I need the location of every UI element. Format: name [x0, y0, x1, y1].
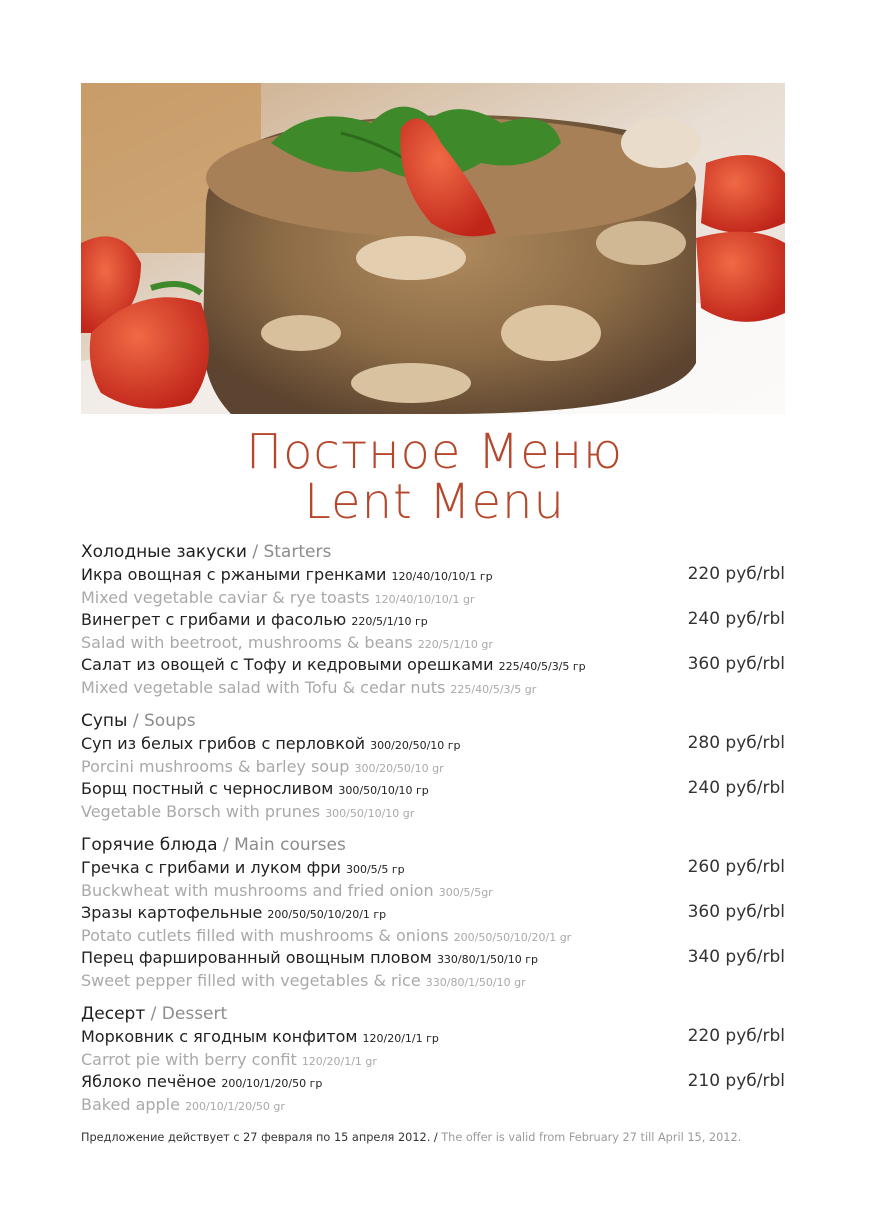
- section-name-ru: Горячие блюда: [81, 835, 218, 855]
- item-price: 220 руб/rbl: [687, 1026, 785, 1046]
- section-soups: [81, 709, 785, 823]
- menu-item: [81, 654, 785, 699]
- item-weight-en: 120/20/1/1 gr: [301, 1055, 377, 1068]
- section-name-en: Dessert: [161, 1004, 228, 1024]
- menu-item: [81, 778, 785, 823]
- item-name-en: Carrot pie with berry confit: [81, 1050, 297, 1069]
- footer-en: The offer is valid from February 27 till April 15, 2012.: [441, 1131, 742, 1144]
- item-name-en: Buckwheat with mushrooms and fried onion: [81, 881, 434, 900]
- item-name-ru: Перец фаршированный овощным пловом: [81, 948, 432, 967]
- item-name-ru: Винегрет с грибами и фасолью: [81, 610, 347, 629]
- item-weight-ru: 200/10/1/20/50 гр: [221, 1077, 323, 1090]
- item-name-en: Mixed vegetable caviar & rye toasts: [81, 588, 370, 607]
- item-weight-en: 300/5/5gr: [438, 886, 493, 899]
- item-weight-ru: 300/20/50/10 гр: [370, 739, 461, 752]
- section-main-courses: [81, 833, 785, 992]
- section-heading: [81, 540, 785, 564]
- item-weight-en: 200/10/1/20/50 gr: [185, 1100, 285, 1113]
- item-name-en: Porcini mushrooms & barley soup: [81, 757, 350, 776]
- menu-item: [81, 902, 785, 947]
- menu-item: [81, 857, 785, 902]
- menu-item: [81, 564, 785, 609]
- item-weight-en: 200/50/50/10/20/1 gr: [453, 931, 572, 944]
- menu-item: [81, 947, 785, 992]
- menu-title-ru: Постное Меню: [245, 424, 624, 480]
- item-weight-ru: 330/80/1/50/10 гр: [436, 953, 539, 966]
- item-name-ru: Борщ постный с черносливом: [81, 779, 334, 798]
- section-name-en: Main courses: [234, 835, 346, 855]
- item-weight-en: 300/20/50/10 gr: [354, 762, 444, 775]
- section-name-ru: Десерт: [81, 1004, 146, 1024]
- item-price: 260 руб/rbl: [687, 857, 785, 877]
- item-name-ru: Зразы картофельные: [81, 903, 263, 922]
- section-heading: [81, 709, 785, 733]
- item-name-ru: Морковник с ягодным конфитом: [81, 1027, 358, 1046]
- item-name-ru: Гречка с грибами и луком фри: [81, 858, 341, 877]
- item-weight-en: 300/50/10/10 gr: [325, 807, 415, 820]
- item-name-en: Mixed vegetable salad with Tofu & cedar nuts: [81, 678, 446, 697]
- item-name-en: Salad with beetroot, mushrooms & beans: [81, 633, 413, 652]
- menu-item: [81, 1071, 785, 1116]
- item-price: 360 руб/rbl: [687, 654, 785, 674]
- menu-item: [81, 1026, 785, 1071]
- menu-item: [81, 609, 785, 654]
- item-price: 340 руб/rbl: [687, 947, 785, 967]
- section-heading: [81, 833, 785, 857]
- item-name-ru: Суп из белых грибов с перловкой: [81, 734, 366, 753]
- item-weight-en: 120/40/10/10/1 gr: [374, 593, 475, 606]
- menu-title-en: Lent Menu: [304, 474, 565, 530]
- section-name-ru: Холодные закуски: [81, 542, 247, 562]
- section-name-ru: Супы: [81, 711, 128, 731]
- item-name-en: Potato cutlets filled with mushrooms & onions: [81, 926, 449, 945]
- section-separator: /: [145, 1004, 162, 1024]
- item-weight-en: 330/80/1/50/10 gr: [425, 976, 526, 989]
- item-weight-ru: 120/20/1/1 гр: [362, 1032, 439, 1045]
- section-heading: [81, 1002, 785, 1026]
- item-weight-en: 225/40/5/3/5 gr: [450, 683, 537, 696]
- item-price: 280 руб/rbl: [687, 733, 785, 753]
- item-name-ru: Салат из овощей с Тофу и кедровыми орешками: [81, 655, 494, 674]
- item-weight-ru: 200/50/50/10/20/1 гр: [267, 908, 387, 921]
- item-price: 360 руб/rbl: [687, 902, 785, 922]
- item-price: 220 руб/rbl: [687, 564, 785, 584]
- item-weight-en: 220/5/1/10 gr: [417, 638, 493, 651]
- section-separator: /: [127, 711, 145, 731]
- section-starters: [81, 540, 785, 699]
- section-separator: /: [217, 835, 235, 855]
- section-dessert: [81, 1002, 785, 1116]
- item-weight-ru: 220/5/1/10 гр: [351, 615, 428, 628]
- item-name-en: Sweet pepper filled with vegetables & rice: [81, 971, 421, 990]
- item-price: 210 руб/rbl: [687, 1071, 785, 1091]
- item-name-ru: Яблоко печёное: [81, 1072, 217, 1091]
- section-separator: /: [246, 542, 264, 562]
- section-name-en: Starters: [263, 542, 332, 562]
- offer-footer: [81, 1131, 785, 1144]
- item-price: 240 руб/rbl: [687, 778, 785, 798]
- item-weight-ru: 300/50/10/10 гр: [338, 784, 429, 797]
- item-name-en: Baked apple: [81, 1095, 180, 1114]
- menu-item: [81, 733, 785, 778]
- section-name-en: Soups: [144, 711, 196, 731]
- item-weight-ru: 120/40/10/10/1 гр: [391, 570, 493, 583]
- item-weight-ru: 300/5/5 гр: [345, 863, 405, 876]
- item-name-ru: Икра овощная с ржаными гренками: [81, 565, 387, 584]
- item-name-en: Vegetable Borsch with prunes: [81, 802, 321, 821]
- item-weight-ru: 225/40/5/3/5 гр: [498, 660, 586, 673]
- item-price: 240 руб/rbl: [687, 609, 785, 629]
- menu-list: [81, 540, 785, 1126]
- dish-photo: [81, 83, 785, 414]
- footer-ru: Предложение действует с 27 февраля по 15 апреля 2012. /: [81, 1131, 438, 1144]
